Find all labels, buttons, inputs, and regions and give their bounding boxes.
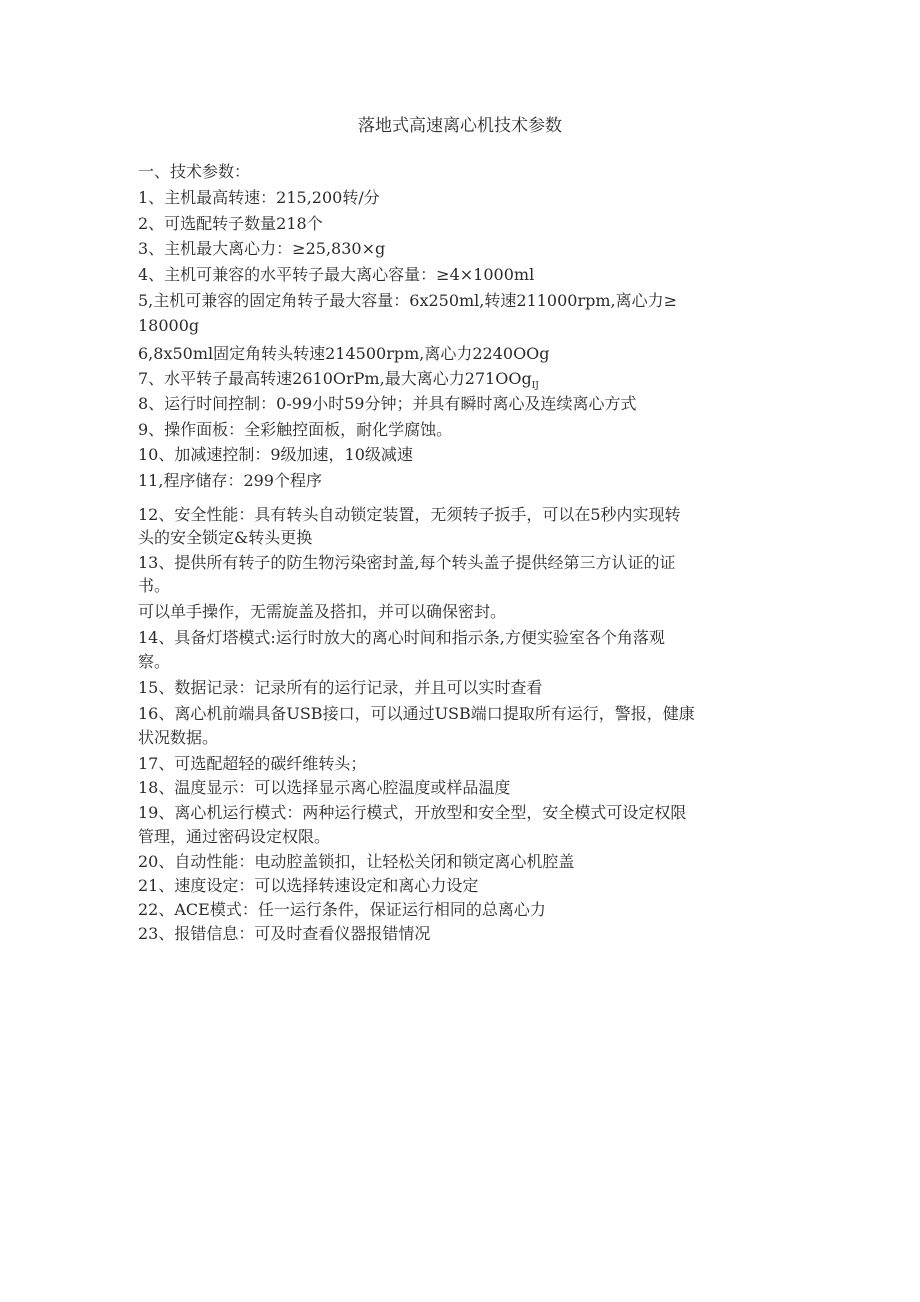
param-line-5: 5,主机可兼容的固定角转子最大容量：6x250ml,转速211000rpm,离心力≥ xyxy=(138,291,678,310)
param-line-10: 10、加减速控制：9级加速，10级减速 xyxy=(138,445,413,464)
param-line-17: 17、可选配超轻的碳纤维转头； xyxy=(138,754,367,773)
document-title: 落地式高速离心机技术参数 xyxy=(358,116,562,136)
param-line-3: 3、主机最大离心力：≥25,830×g xyxy=(138,239,386,258)
param-line-22: 22、ACE模式：任一运行条件，保证运行相同的总离心力 xyxy=(138,900,546,919)
param-line-13-note: 可以单手操作，无需旋盖及搭扣，并可以确保密封。 xyxy=(138,602,507,621)
param-line-6: 6,8x50ml固定角转头转速214500rpm,离心力2240OOg xyxy=(138,344,550,363)
section-heading: 一、技术参数： xyxy=(138,162,251,181)
param-line-13: 13、提供所有转子的防生物污染密封盖,每个转头盖子提供经第三方认证的证 xyxy=(138,553,676,572)
param-line-16-cont: 状况数据。 xyxy=(138,728,219,747)
param-line-19-cont: 管理，通过密码设定权限。 xyxy=(138,827,331,846)
param-line-8: 8、运行时间控制：0-99小时59分钟；并具有瞬时离心及连续离心方式 xyxy=(138,394,637,413)
param-line-7-suffix: IJ xyxy=(531,381,539,392)
param-line-1: 1、主机最高转速：215,200转/分 xyxy=(138,188,380,207)
param-line-14: 14、具备灯塔模式:运行时放大的离心时间和指示条,方便实验室各个角落观 xyxy=(138,628,665,647)
param-line-19: 19、离心机运行模式：两种运行模式，开放型和安全型，安全模式可设定权限 xyxy=(138,803,687,822)
param-line-16: 16、离心机前端具备USB接口，可以通过USB端口提取所有运行，警报，健康 xyxy=(138,704,695,723)
param-line-2: 2、可选配转子数量218个 xyxy=(138,214,323,233)
param-line-12-cont: 头的安全锁定&转头更换 xyxy=(138,528,313,547)
param-line-20: 20、自动性能：电动腔盖锁扣，让轻松关闭和锁定离心机腔盖 xyxy=(138,852,575,871)
param-line-12: 12、安全性能：具有转头自动锁定装置，无须转子扳手，可以在5秒内实现转 xyxy=(138,505,681,524)
param-line-13-cont: 书。 xyxy=(138,576,171,595)
param-line-15: 15、数据记录：记录所有的运行记录，并且可以实时查看 xyxy=(138,678,543,697)
param-line-23: 23、报错信息：可及时查看仪器报错情况 xyxy=(138,924,431,943)
param-line-21: 21、速度设定：可以选择转速设定和离心力设定 xyxy=(138,876,479,895)
param-line-7-text: 7、水平转子最高转速2610OrPm,最大离心力271OOg xyxy=(138,369,532,388)
param-line-11: 11,程序储存：299个程序 xyxy=(138,471,322,490)
param-line-5-cont: 18000g xyxy=(138,316,200,335)
param-line-18: 18、温度显示：可以选择显示离心腔温度或样品温度 xyxy=(138,778,511,797)
param-line-9: 9、操作面板：全彩触控面板，耐化学腐蚀。 xyxy=(138,420,453,439)
param-line-4: 4、主机可兼容的水平转子最大离心容量：≥4×1000ml xyxy=(138,265,535,284)
param-line-14-cont: 察。 xyxy=(138,652,171,671)
